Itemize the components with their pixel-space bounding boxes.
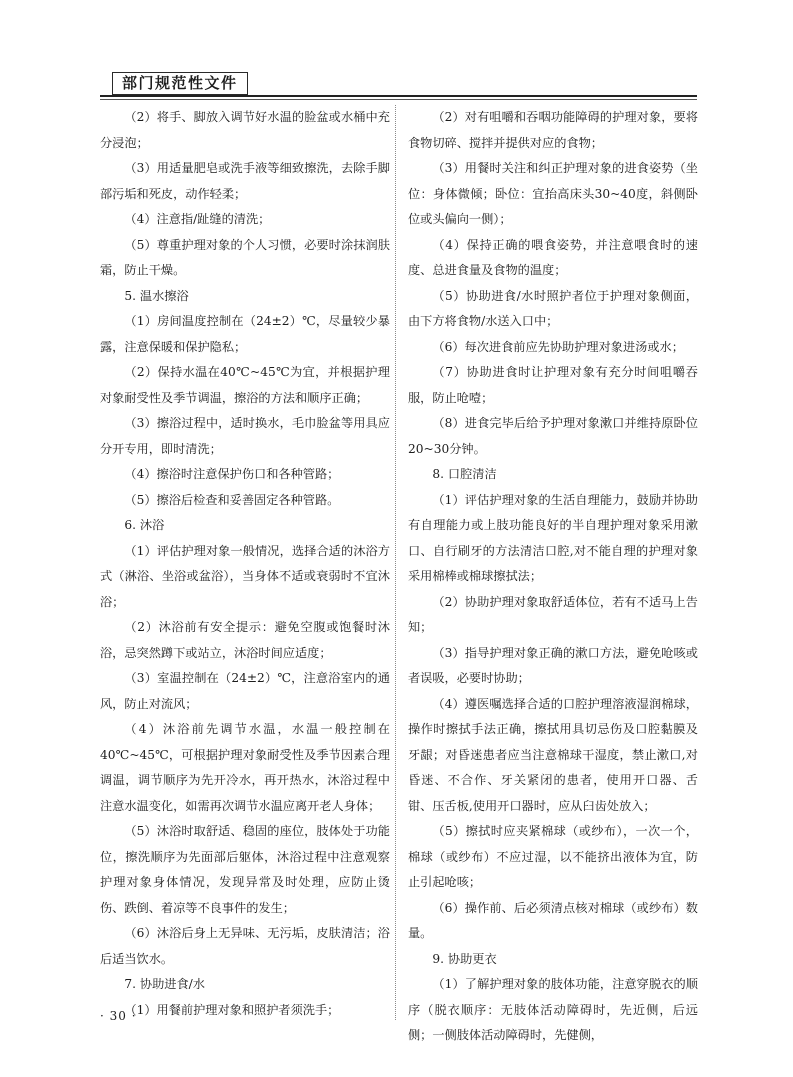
- header-title: 部门规范性文件: [122, 74, 238, 92]
- paragraph: （5）沐浴时取舒适、稳固的座位，肢体处于功能位，擦洗顺序为先面部后躯体，沐浴过程中注意观察护理对象身体情况，发现异常及时处理，应防止烫伤、跌倒、着凉等不良事件的发生；: [100, 824, 390, 915]
- paragraph: （2）沐浴前有安全提示：避免空腹或饱餐时沐浴，忌突然蹲下或站立，沐浴时间应适度；: [100, 620, 390, 660]
- paragraph: （6）操作前、后必须清点核对棉球（或纱布）数量。: [408, 900, 698, 940]
- section-heading: 6. 沐浴: [124, 518, 165, 532]
- paragraph: （2）保持水温在40℃~45℃为宜，并根据护理对象耐受性及季节调温，擦浴的方法和顺序正确；: [100, 365, 390, 405]
- paragraph: （2）将手、脚放入调节好水温的脸盆或水桶中充分浸泡；: [100, 110, 390, 150]
- paragraph: （5）尊重护理对象的个人习惯，必要时涂抹润肤霜，防止干燥。: [100, 237, 390, 277]
- paragraph: （4）擦浴时注意保护伤口和各种管路；: [124, 467, 340, 481]
- paragraph: （5）协助进食/水时照护者位于护理对象侧面，由下方将食物/水送入口中；: [408, 288, 698, 328]
- header-rule-thin: [100, 99, 697, 100]
- paragraph: （3）用适量肥皂或洗手液等细致擦洗，去除手脚部污垢和死皮，动作轻柔；: [100, 161, 390, 201]
- left-column: [100, 105, 390, 1023]
- right-column: [408, 105, 698, 1049]
- paragraph: （7）协助进食时让护理对象有充分时间咀嚼吞服，防止呛噎；: [408, 365, 698, 405]
- paragraph: （4）保持正确的喂食姿势，并注意喂食时的速度、总进食量及食物的温度；: [408, 237, 698, 277]
- paragraph: （3）擦浴过程中，适时换水，毛巾脸盆等用具应分开专用，即时清洗；: [100, 416, 390, 456]
- paragraph: （1）评估护理对象的生活自理能力，鼓励并协助有自理能力或上肢功能良好的半自理护理对象采用漱口、自行刷牙的方法清洁口腔,对不能自理的护理对象采用棉棒或棉球擦拭法；: [408, 492, 698, 583]
- paragraph: （2）协助护理对象取舒适体位，若有不适马上告知；: [408, 594, 698, 634]
- paragraph: （8）进食完毕后给予护理对象漱口并维持原卧位20~30分钟。: [408, 416, 698, 456]
- paragraph: （1）评估护理对象一般情况，选择合适的沐浴方式（淋浴、坐浴或盆浴），当身体不适或衰弱时不宜沐浴；: [100, 543, 390, 609]
- paragraph: （3）室温控制在（24±2）℃，注意浴室内的通风，防止对流风；: [100, 671, 390, 711]
- header-rule: [100, 95, 697, 97]
- paragraph: （5）擦浴后检查和妥善固定各种管路。: [124, 492, 340, 507]
- page-number: · 30 ·: [100, 1009, 137, 1023]
- section-heading: 9. 协助更衣: [432, 951, 497, 966]
- paragraph: （4）遵医嘱选择合适的口腔护理溶液湿润棉球，操作时擦拭手法正确，擦拭用具切忌伤及口腔黏膜及牙龈；对昏迷患者应当注意棉球干湿度，禁止漱口,对昏迷、不合作、牙关紧闭的患者，使用开口器、舌钳、压舌板,使用开口器时，应从臼齿处放入；: [408, 696, 698, 813]
- paragraph: （4）沐浴前先调节水温，水温一般控制在40℃~45℃，可根据护理对象耐受性及季节因素合理调温，调节顺序为先开冷水，再开热水，沐浴过程中注意水温变化，如需再次调节水温应离开老人身体；: [100, 722, 390, 813]
- section-heading: 5. 温水擦浴: [124, 288, 189, 303]
- paragraph: （6）沐浴后身上无异味、无污垢，皮肤清洁；浴后适当饮水。: [100, 926, 390, 966]
- section-header: [112, 72, 248, 95]
- paragraph: （5）擦拭时应夹紧棉球（或纱布），一次一个，棉球（或纱布）不应过湿，以不能挤出液体为宜，防止引起呛咳；: [408, 824, 698, 889]
- paragraph: （1）用餐前护理对象和照护者须洗手；: [124, 1002, 340, 1017]
- paragraph: （6）每次进食前应先协助护理对象进汤或水；: [432, 339, 684, 354]
- paragraph: （1）了解护理对象的肢体功能，注意穿脱衣的顺序（脱衣顺序：无肢体活动障碍时，先近侧，后远侧；一侧肢体活动障碍时，先健侧，: [408, 977, 698, 1042]
- paragraph: （3）指导护理对象正确的漱口方法，避免呛咳或者误吸，必要时协助；: [408, 645, 698, 685]
- paragraph: （3）用餐时关注和纠正护理对象的进食姿势（坐位：身体微倾；卧位：宜抬高床头30~40度，斜侧卧位或头偏向一侧）；: [408, 161, 698, 226]
- section-heading: 7. 协助进食/水: [124, 977, 205, 991]
- paragraph: （4）注意指/趾缝的清洗；: [124, 212, 271, 226]
- section-heading: 8. 口腔清洁: [432, 467, 497, 481]
- paragraph: （1）房间温度控制在（24±2）℃，尽量较少暴露，注意保暖和保护隐私；: [100, 314, 390, 354]
- column-divider: [395, 105, 396, 1020]
- paragraph: （2）对有咀嚼和吞咽功能障碍的护理对象，要将食物切碎、搅拌并提供对应的食物；: [408, 110, 698, 150]
